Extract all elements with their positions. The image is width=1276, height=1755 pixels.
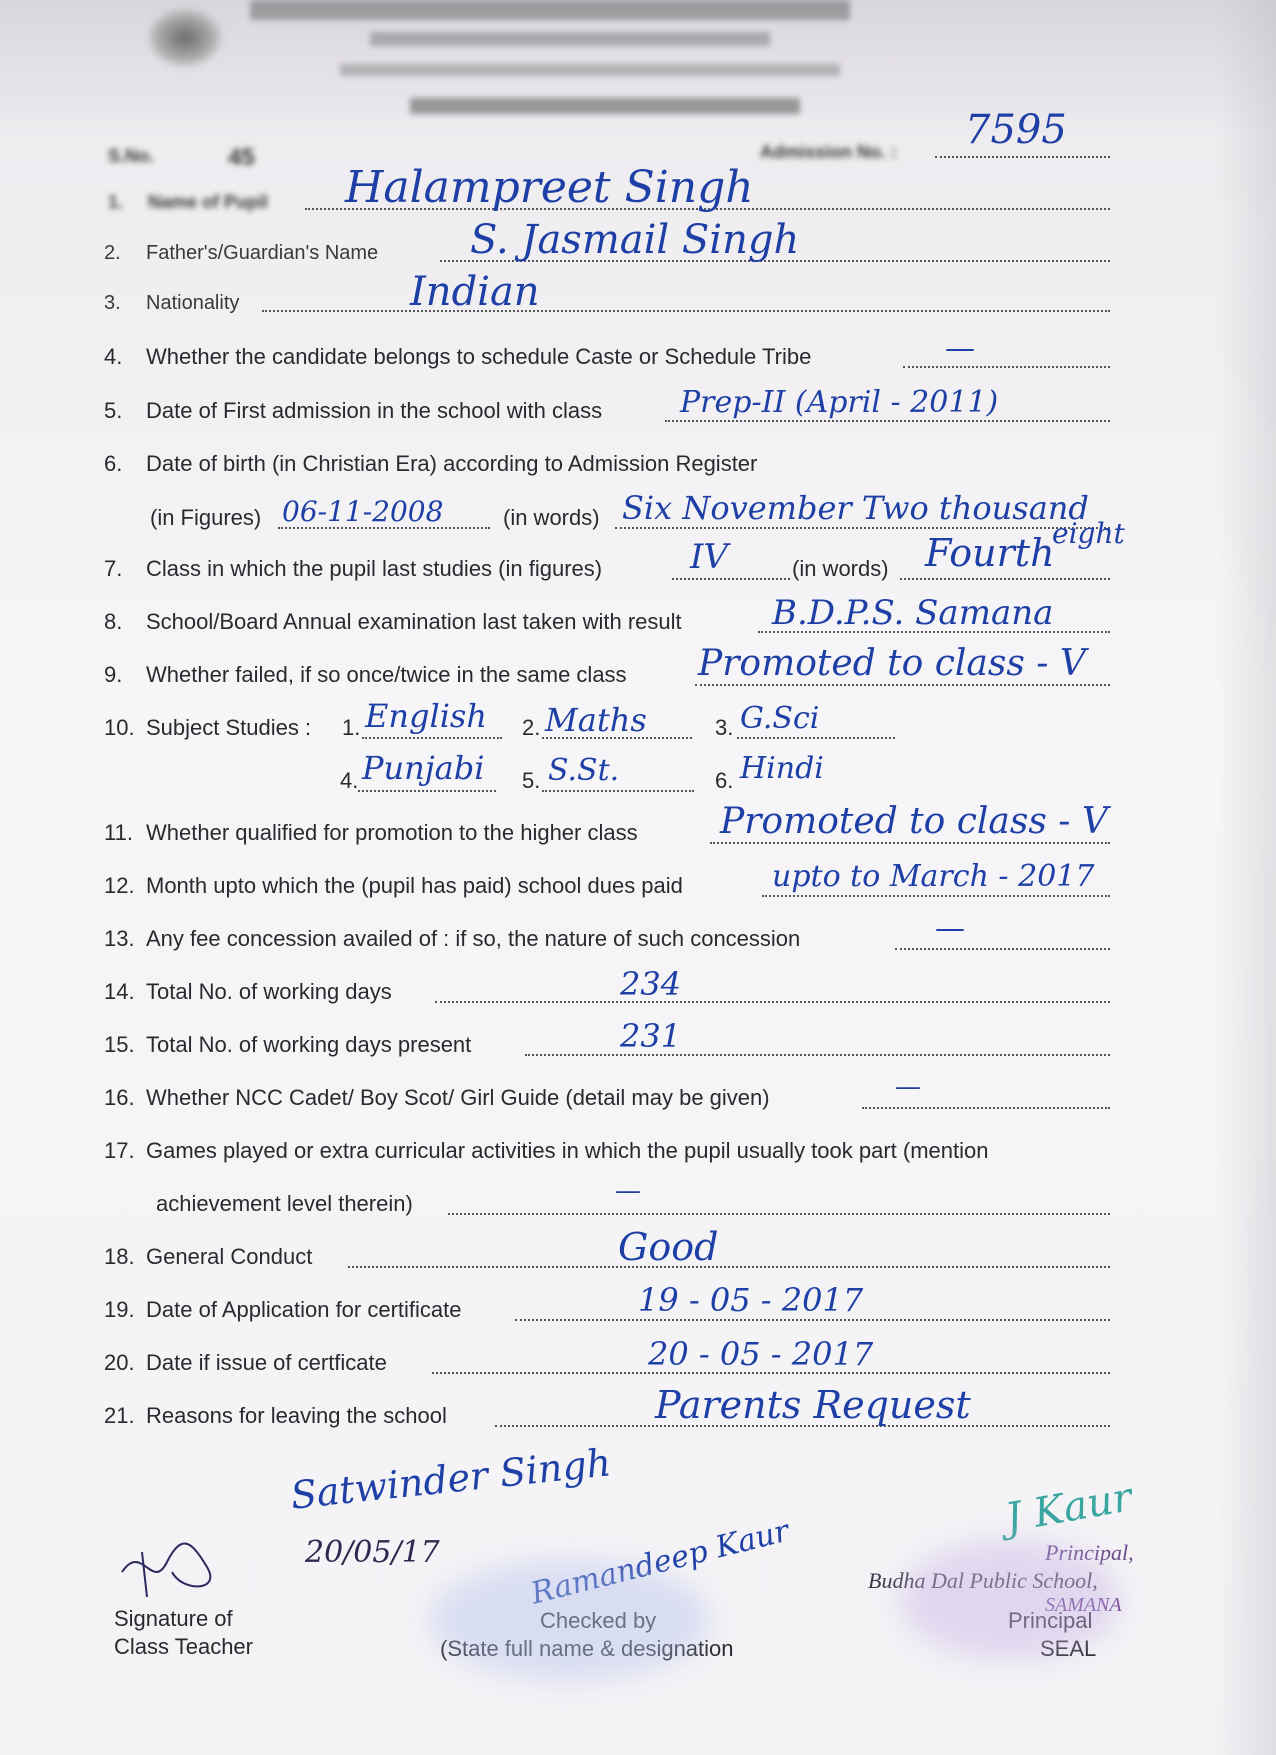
concession-value: — [935,911,965,946]
item-19-label: Date of Application for certificate [146,1297,462,1322]
admission-dots [935,156,1110,158]
checker-signature: Ramandeep Kaur [527,1513,793,1612]
item-13-dots [895,948,1110,950]
promotion-value: Promoted to class - V [720,801,1108,842]
item-13-row [104,926,800,952]
subject-2-number: 2. [522,715,541,740]
subject-2-value: Maths [545,701,647,739]
item-12-row [104,873,683,899]
stamp-school: Budha Dal Public School, [868,1568,1098,1593]
item-6-row [104,451,757,477]
class-teacher-label-2: Class Teacher [114,1634,253,1659]
nationality-value: Indian [410,269,540,315]
item-3-number: 3. [104,292,121,314]
dob-figures-value: 06-11-2008 [282,495,444,528]
item-14-row [104,979,392,1005]
certificate-title-bar [410,98,800,114]
item-10-number: 10. [104,715,135,740]
item-18-label: General Conduct [146,1244,313,1269]
item-17-label: Games played or extra curricular activities in which the pupil usually took part (mention [146,1138,989,1163]
item-1-label: Name of Pupil [148,192,269,212]
item-8-label: School/Board Annual examination last taken with result [146,609,682,634]
last-class-words: Fourth [925,531,1055,575]
item-5-dots [665,420,1110,422]
item-16-dots [862,1107,1110,1109]
item-3-dots [262,310,1110,312]
subject-6-value: Hindi [740,751,824,786]
item-19-row [104,1297,462,1323]
dues-value: upto to March - 2017 [772,859,1095,894]
signer-name: Satwinder Singh [288,1440,614,1518]
failed-value: Promoted to class - V [698,643,1086,684]
item-9-dots [695,684,1110,686]
item-12-label: Month upto which the (pupil has paid) school dues paid [146,873,683,898]
item-16-label: Whether NCC Cadet/ Boy Scot/ Girl Guide (detail may be given) [146,1085,770,1110]
principal-label: Principal [1008,1608,1093,1633]
letterhead-line-3 [340,64,840,76]
caste-value: — [945,331,975,366]
item-14-number: 14. [104,979,135,1004]
item-2-row [104,240,378,266]
item-17-number: 17. [104,1138,135,1163]
leaving-reason-value: Parents Request [655,1383,971,1427]
item-11-label: Whether qualified for promotion to the higher class [146,820,638,845]
item-1-number: 1. [108,192,124,212]
serial-label: S.No. [108,146,155,166]
item-20-label: Date if issue of certficate [146,1350,387,1375]
subject-1-number: 1. [342,715,361,740]
subject-1-dots [362,737,502,739]
item-7-number: 7. [104,556,123,581]
item-21-row [104,1403,447,1429]
subject-3-dots [737,737,895,739]
item-17-row [104,1138,989,1164]
item-21-number: 21. [104,1403,135,1428]
item-15-number: 15. [104,1032,135,1057]
checked-by-label: Checked by [540,1608,657,1633]
letterhead-line-2 [370,32,770,46]
item-2-label: Father's/Guardian's Name [146,242,379,264]
item-4-label: Whether the candidate belongs to schedule Caste or Schedule Tribe [146,344,812,369]
item-17-dots [448,1213,1110,1215]
admission-value: 7595 [965,107,1067,153]
item-17-label-cont: achievement level therein) [156,1191,413,1216]
principal-signature: J Kaur [1001,1474,1136,1542]
item-15-row [104,1032,471,1058]
stamp-city: SAMANA [1045,1594,1122,1616]
subject-3-value: G.Sci [740,701,820,736]
item-7-figures-dots [672,578,790,580]
item-18-number: 18. [104,1244,135,1269]
ink-smudge [430,1560,710,1680]
subject-5-value: S.St. [548,753,620,788]
item-8-row [104,609,682,635]
item-20-number: 20. [104,1350,135,1375]
seal-label: SEAL [1040,1636,1097,1661]
dob-words-value: Six November Two thousand [622,489,1089,527]
item-18-row [104,1244,312,1270]
ncc-value: — [895,1072,921,1102]
item-4-row [104,344,811,370]
item-3-row [104,290,239,316]
dob-words-label: (in words) [503,505,600,530]
item-10-row [104,715,311,741]
item-15-dots [525,1054,1110,1056]
item-7-label: Class in which the pupil last studies (in figures) [146,556,603,581]
item-6-label: Date of birth (in Christian Era) according to Admission Register [146,451,758,476]
page-edge-shadow [1216,0,1276,1755]
days-present-value: 231 [620,1017,682,1055]
item-12-dots [762,895,1110,897]
father-name: S. Jasmail Singh [470,217,800,263]
issue-date-value: 20 - 05 - 2017 [648,1335,874,1373]
item-20-row [104,1350,387,1376]
item-11-dots [710,842,1110,844]
item-13-number: 13. [104,926,135,951]
item-18-dots [348,1266,1110,1268]
item-5-label: Date of First admission in the school with class [146,398,603,423]
class-teacher-label-1: Signature of [114,1606,233,1631]
item-4-number: 4. [104,344,123,369]
subject-5-dots [542,790,694,792]
stamp-smudge [900,1540,1120,1660]
item-7-words-dots [900,578,1110,580]
item-13-label: Any fee concession availed of : if so, the nature of such concession [146,926,801,951]
item-5-row [104,398,602,424]
games-value: — [615,1176,641,1206]
letterhead-line-1 [250,0,850,20]
pupil-name: Halampreet Singh [345,162,754,213]
item-11-row [104,820,638,846]
last-class-figures: IV [690,537,728,577]
item-11-number: 11. [104,820,133,845]
school-logo [150,10,220,65]
item-7-words-label: (in words) [792,556,889,581]
working-days-value: 234 [620,965,682,1003]
subject-6-number: 6. [715,768,734,793]
item-21-label: Reasons for leaving the school [146,1403,447,1428]
first-admission-value: Prep-II (April - 2011) [680,385,999,420]
subject-5-number: 5. [522,768,541,793]
dob-words-dots [615,527,1110,529]
item-16-number: 16. [104,1085,135,1110]
item-7-row [104,556,602,582]
item-9-label: Whether failed, if so once/twice in the same class [146,662,627,687]
item-5-number: 5. [104,398,123,423]
subject-4-dots [358,790,496,792]
admission-label: Admission No. : [760,142,898,162]
item-4-dots [903,366,1110,368]
application-date-value: 19 - 05 - 2017 [638,1281,864,1319]
stamp-title: Principal, [1045,1540,1134,1565]
item-8-number: 8. [104,609,123,634]
serial-value: 45 [228,144,255,171]
subject-3-number: 3. [715,715,734,740]
item-15-label: Total No. of working days present [146,1032,472,1057]
item-14-label: Total No. of working days [146,979,392,1004]
signer-date: 20/05/17 [305,1535,440,1570]
item-12-number: 12. [104,873,135,898]
subject-1-value: English [365,697,487,735]
item-10-label: Subject Studies : [146,715,312,740]
item-9-number: 9. [104,662,123,687]
class-teacher-signature [112,1532,232,1602]
item-19-dots [515,1319,1110,1321]
item-14-dots [435,1001,1110,1003]
item-2-number: 2. [104,242,121,264]
last-exam-value: B.D.P.S. Samana [772,593,1054,633]
designation-label: (State full name & designation [440,1636,734,1661]
item-19-number: 19. [104,1297,135,1322]
item-16-row [104,1085,770,1111]
subject-4-number: 4. [340,768,359,793]
item-9-row [104,662,627,688]
dob-words-value-cont: eight [1052,517,1125,550]
item-6-number: 6. [104,451,123,476]
dob-figures-label: (in Figures) [150,505,262,530]
item-3-label: Nationality [146,292,240,314]
conduct-value: Good [618,1225,719,1269]
subject-4-value: Punjabi [362,749,485,787]
